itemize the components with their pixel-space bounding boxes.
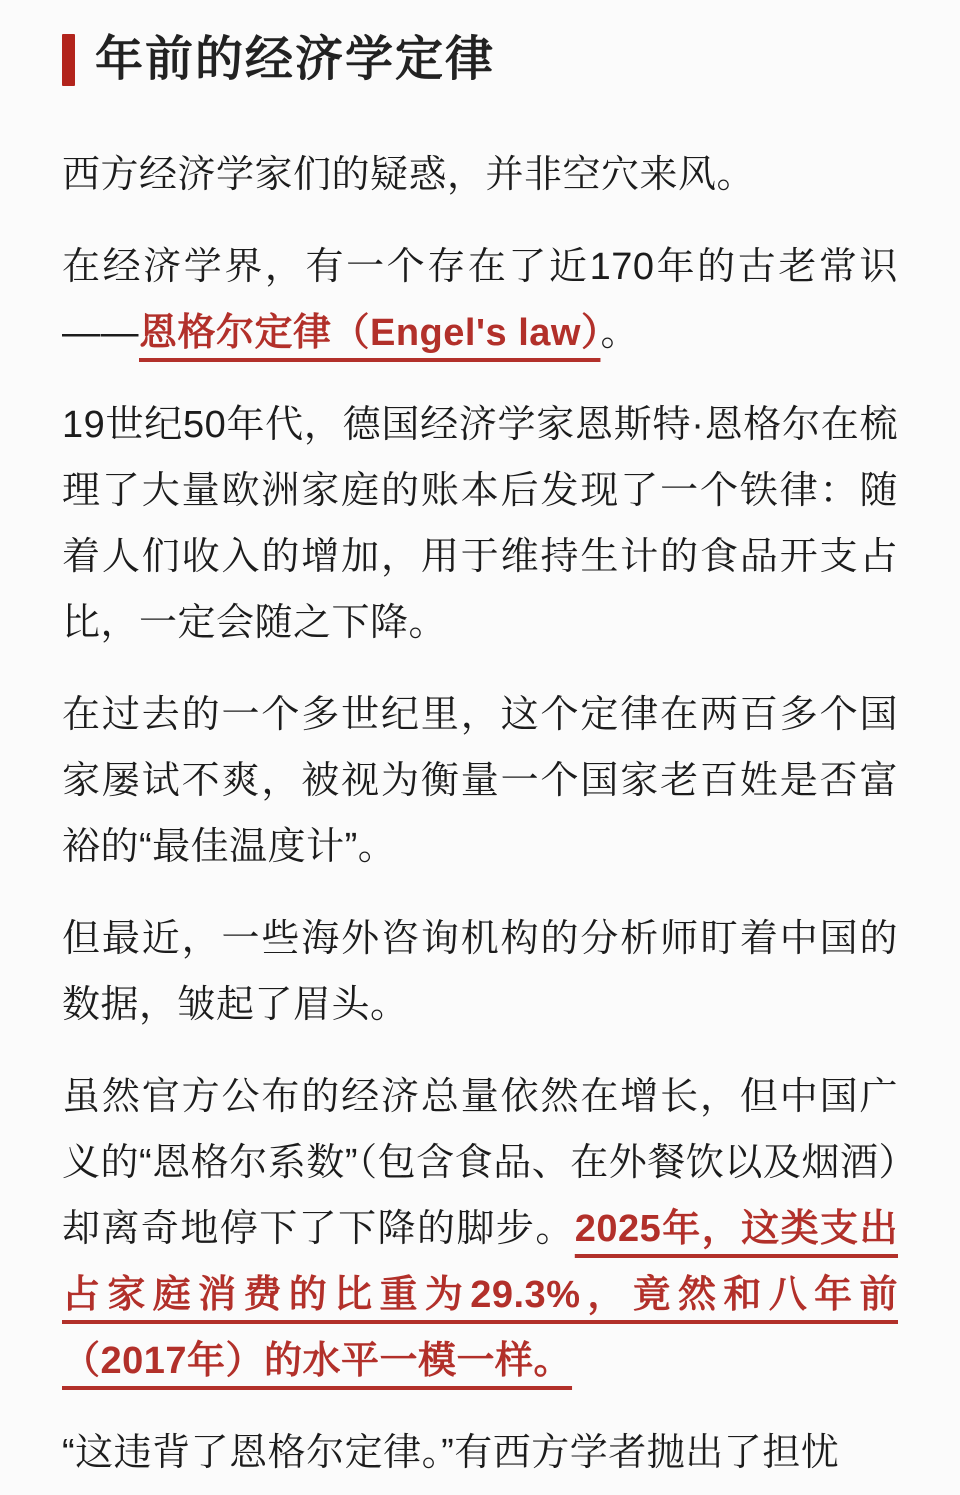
article-body <box>62 142 898 1486</box>
text-segment: 但最近，一些海外咨询机构的分析师盯着中国的数据，皱起了眉头。 <box>62 918 898 1026</box>
section-title-text: 年前的经济学定律 <box>95 33 496 86</box>
text-segment: 西方经济学家们的疑惑，并非空穴来风。 <box>62 154 756 196</box>
paragraph <box>62 682 898 880</box>
title-accent-bar-icon <box>62 34 75 86</box>
text-segment: 。 <box>600 312 639 354</box>
text-segment: 19世纪50年代，德国经济学家恩斯特·恩格尔在梳理了大量欧洲家庭的账本后发现了一个铁律：随着人们收入的增加，用于维持生计的食品开支占比，一定会随之下降。 <box>62 404 898 644</box>
paragraph <box>62 392 898 656</box>
highlighted-text: 2025年，这类支出占家庭消费的比重为29.3%，竟然和八年前（2017年）的水平一模一样。 <box>62 1208 898 1382</box>
section-title <box>62 30 898 90</box>
paragraph <box>62 1420 898 1486</box>
highlighted-text: 恩格尔定律（Engel's law） <box>139 312 601 354</box>
paragraph <box>62 1064 898 1394</box>
text-segment: “这违背了恩格尔定律。”有西方学者抛出了担忧 <box>62 1432 840 1474</box>
paragraph <box>62 234 898 366</box>
text-segment: 虽然官方公布的经济总量依然在增长，但中国广义的“恩格尔系数”（包含食品、在外餐饮以及烟酒）却离奇地停下了下降的脚步。 <box>62 1076 898 1250</box>
paragraph <box>62 906 898 1038</box>
paragraph <box>62 142 898 208</box>
text-segment: 在过去的一个多世纪里，这个定律在两百多个国家屡试不爽，被视为衡量一个国家老百姓是否富裕的“最佳温度计”。 <box>62 694 898 868</box>
text-segment: 在经济学界，有一个存在了近170年的古老常识—— <box>62 246 898 354</box>
